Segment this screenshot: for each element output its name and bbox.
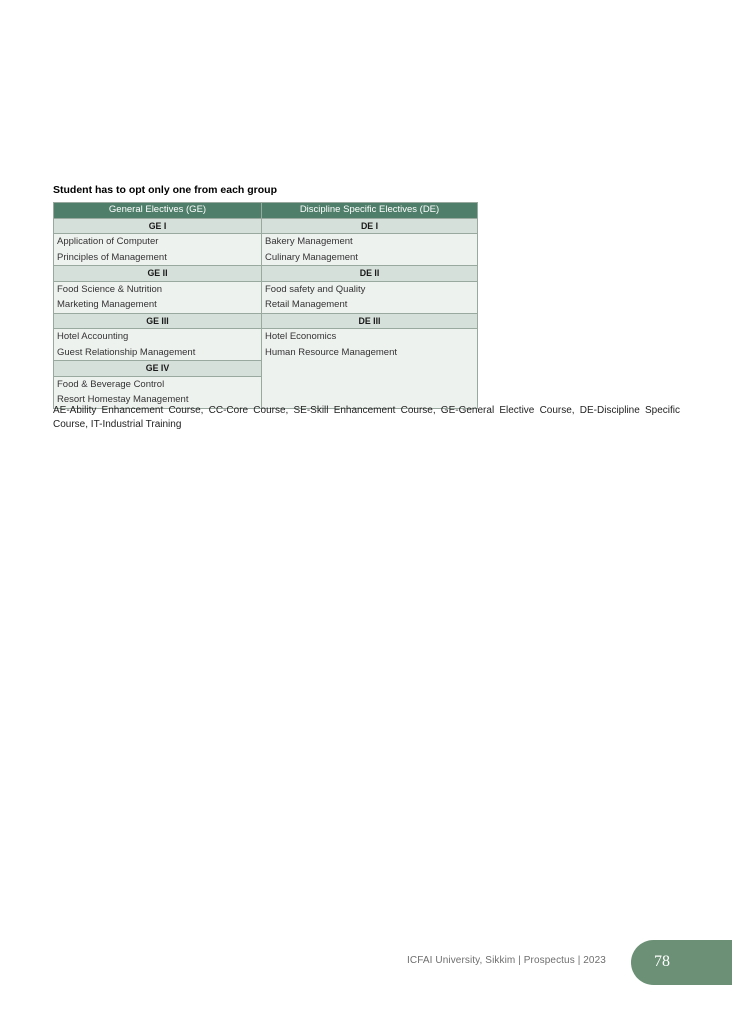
- ge-group-label: GE I: [54, 218, 262, 234]
- list-item: Guest Relationship Management: [57, 346, 196, 358]
- list-item: Hotel Economics: [265, 331, 337, 343]
- list-item: Food safety and Quality: [265, 283, 366, 295]
- list-item: Food & Beverage Control: [57, 378, 165, 390]
- table-header-row: [54, 203, 478, 219]
- list-item: Culinary Management: [265, 251, 358, 263]
- footer-text: ICFAI University, Sikkim | Prospectus | 2023: [407, 955, 606, 966]
- group-items-row: [54, 281, 478, 313]
- ge-items-cell: [54, 281, 262, 313]
- page-number-tab: [631, 940, 732, 985]
- list-item: Retail Management: [265, 299, 348, 311]
- list-item: Application of Computer: [57, 236, 159, 248]
- ge-group-label: GE IV: [54, 361, 262, 377]
- section-heading: Student has to opt only one from each group: [53, 184, 278, 196]
- list-item: Marketing Management: [57, 299, 157, 311]
- list-item: Principles of Management: [57, 251, 167, 263]
- list-item: Food Science & Nutrition: [57, 283, 163, 295]
- ge-group-label: GE III: [54, 313, 262, 329]
- group-label-row: [54, 266, 478, 282]
- group-label-row: [54, 218, 478, 234]
- de-group-label: DE III: [262, 313, 478, 329]
- de-items-cell: [262, 329, 478, 409]
- de-items-cell: [262, 281, 478, 313]
- list-item: Resort Homestay Management: [57, 394, 189, 406]
- ge-items-cell: [54, 234, 262, 266]
- ge-items-cell: [54, 329, 262, 361]
- list-item: Bakery Management: [265, 236, 353, 248]
- de-items-cell: [262, 234, 478, 266]
- list-item: Human Resource Management: [265, 346, 398, 358]
- list-item: Hotel Accounting: [57, 331, 129, 343]
- group-label-row: [54, 313, 478, 329]
- group-items-row: [54, 329, 478, 361]
- ge-group-label: GE II: [54, 266, 262, 282]
- abbreviation-legend: AE-Ability Enhancement Course, CC-Core Course, SE-Skill Enhancement Course, GE-General Elective Course, DE-Discipline Specific Course, IT-Industrial Training: [53, 405, 680, 430]
- group-items-row: [54, 234, 478, 266]
- page-number: 78: [654, 953, 670, 970]
- de-column-header: Discipline Specific Electives (DE): [262, 203, 478, 219]
- de-group-label: DE I: [262, 218, 478, 234]
- electives-table: [53, 202, 478, 409]
- ge-column-header: General Electives (GE): [54, 203, 262, 219]
- de-group-label: DE II: [262, 266, 478, 282]
